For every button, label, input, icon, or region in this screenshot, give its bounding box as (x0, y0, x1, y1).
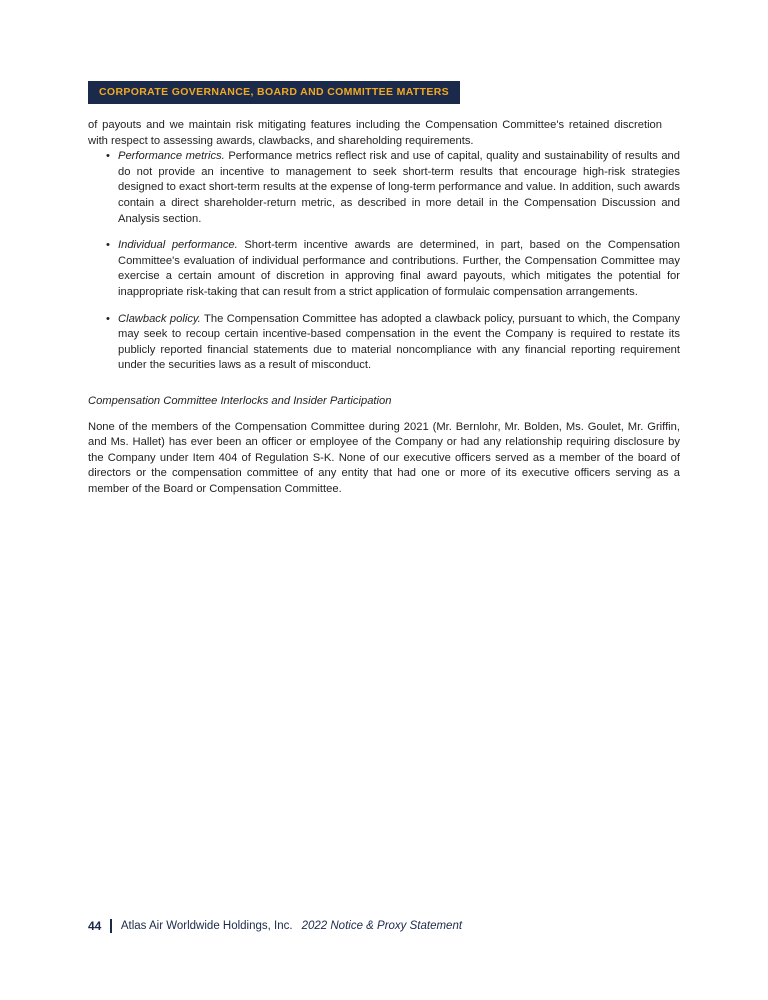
list-item-lead-in: Performance metrics. (118, 150, 225, 163)
page-footer (88, 919, 462, 933)
footer-company-name: Atlas Air Worldwide Holdings, Inc. (120, 920, 293, 932)
intro-paragraph: of payouts and we maintain risk mitigating features including the Compensation Committee's retained discretion with respect to assessing awards, clawbacks, and shareholding requirements. (88, 119, 662, 147)
bullet-marker: • (106, 312, 110, 325)
closing-paragraph: None of the members of the Compensation Committee during 2021 (Mr. Bernlohr, Mr. Bolden, Ms. Goulet, Mr. Griffin, and Ms. Hallet) has ever been an officer or employee of the Company or had any relationship requiring disclosure by the Company under Item 404 of Regulation S-K. None of our executive officers served as a member of the board of directors or the compensation committee of any entity that had one or more of its executive officers serving as a member of the Board or Compensation Committee. (88, 420, 680, 495)
bullet-marker: • (106, 239, 110, 252)
bullet-marker: • (106, 150, 110, 163)
bullet-list (88, 149, 680, 374)
section-header-title: CORPORATE GOVERNANCE, BOARD AND COMMITTEE MATTERS (99, 86, 450, 98)
footer-page-number: 44 (88, 919, 102, 933)
list-item-text: Performance metrics reflect risk and use of capital, quality and sustainability of results and do not provide an incentive to management to seek short-term results that encourage high-risk strategies designed to exact short-term results at the expense of long-term performance and value. In addition, such awards contain a direct shareholder-return metric, as described in more detail in the Compensation Discussion and Analysis section. (118, 150, 680, 225)
list-item-text: Short-term incentive awards are determined, in part, based on the Compensation Committee's evaluation of individual performance and contributions. Further, the Compensation Committee may exercise a certain amount of discretion in approving final award payouts, which mitigates the potential for inappropriate risk-taking that can result from a strict application of formulaic compensation arrangements. (118, 239, 680, 298)
footer-divider (110, 919, 112, 933)
subsection-heading: Compensation Committee Interlocks and Insider Participation (88, 394, 392, 407)
section-header-banner (88, 81, 460, 104)
list-item-lead-in: Individual performance. (118, 239, 238, 252)
list-item (88, 238, 680, 300)
list-item (88, 149, 680, 227)
list-item (88, 312, 680, 374)
page-content (88, 118, 680, 497)
list-item-lead-in: Clawback policy. (118, 312, 201, 325)
list-item-text: The Compensation Committee has adopted a clawback policy, pursuant to which, the Company may seek to recoup certain incentive-based compensation in the event the Company is required to restate its publicly reported financial statements due to material noncompliance with any financial reporting requirement under the securities laws as a result of misconduct. (118, 312, 681, 372)
footer-document-title: 2022 Notice & Proxy Statement (301, 920, 463, 932)
